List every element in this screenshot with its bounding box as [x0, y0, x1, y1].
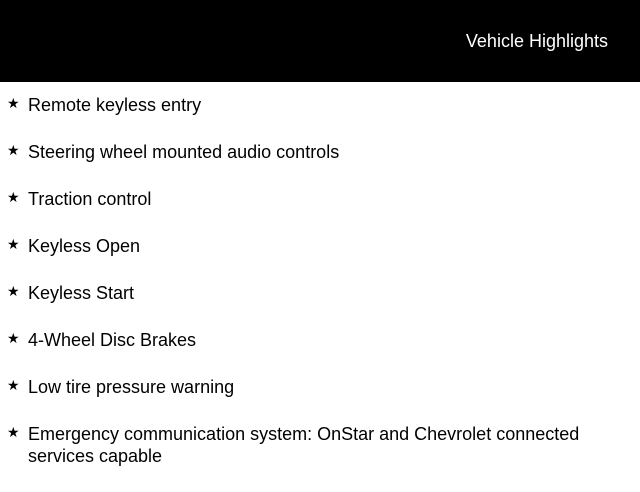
list-item-label: Remote keyless entry	[28, 95, 202, 115]
list-item-label: Traction control	[28, 189, 152, 209]
list-item-label: Steering wheel mounted audio controls	[28, 142, 340, 162]
star-icon: ★	[7, 377, 20, 393]
header-bar	[0, 0, 640, 82]
star-icon: ★	[7, 283, 20, 299]
list-item-label: Keyless Start	[28, 283, 135, 303]
list-item	[0, 94, 640, 116]
star-icon: ★	[7, 95, 20, 111]
list-item-label: Keyless Open	[28, 236, 141, 256]
list-item-label: Low tire pressure warning	[28, 377, 235, 397]
list-item	[0, 235, 640, 257]
star-icon: ★	[7, 189, 20, 205]
list-item	[0, 141, 640, 163]
list-item-label: Emergency communication system: OnStar and Chevrolet connected services capable	[28, 424, 580, 466]
list-item	[0, 329, 640, 351]
list-item	[0, 282, 640, 304]
star-icon: ★	[7, 330, 20, 346]
star-icon: ★	[7, 424, 20, 440]
star-icon: ★	[7, 142, 20, 158]
list-item	[0, 423, 640, 467]
star-icon: ★	[7, 236, 20, 252]
highlights-list	[0, 94, 640, 492]
page-title: Vehicle Highlights	[465, 31, 608, 51]
list-item	[0, 188, 640, 210]
list-item	[0, 376, 640, 398]
list-item-label: 4-Wheel Disc Brakes	[28, 330, 197, 350]
